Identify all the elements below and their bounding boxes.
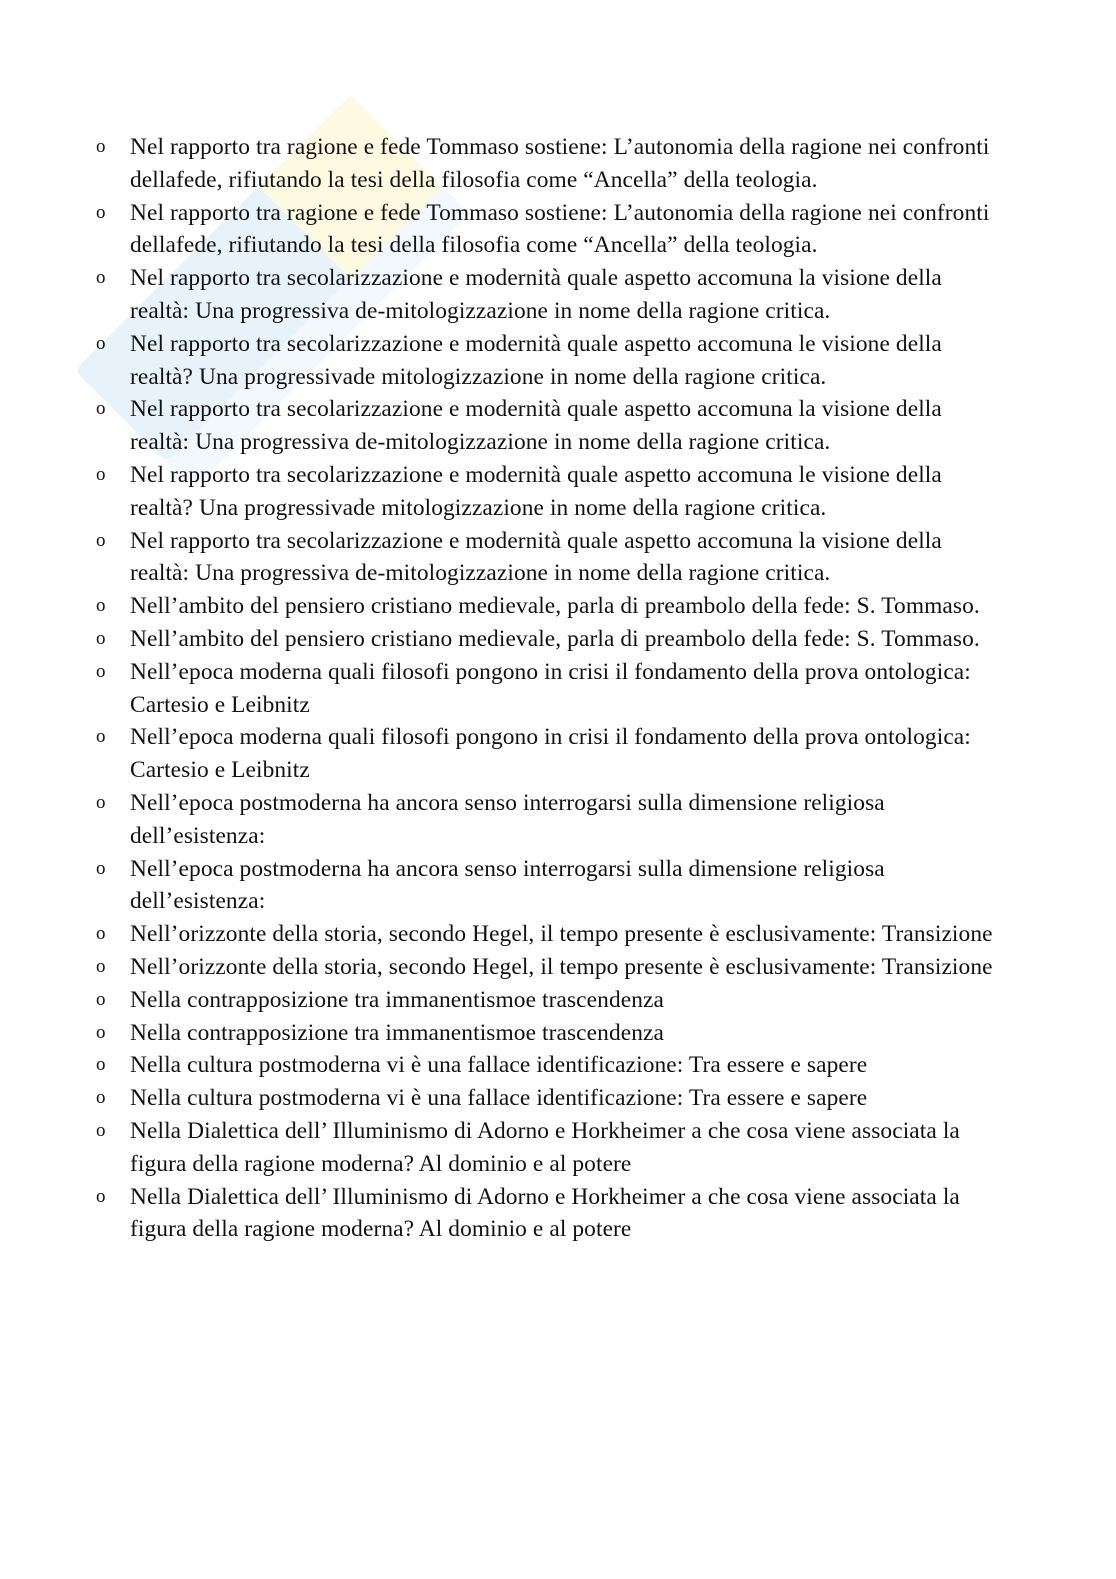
bullet-marker: o [96,923,106,945]
bullet-marker: o [96,1087,106,1109]
bullet-marker: o [96,955,106,977]
item-text: Nell’epoca postmoderna ha ancora senso interrogarsi sulla dimensione religiosa dell’esistenza: [130,789,885,849]
bullet-marker: o [96,627,106,649]
list-item [96,590,996,623]
bullet-marker: o [96,1185,106,1207]
bullet-marker: o [96,463,106,485]
list-item [96,1017,996,1050]
list-item [96,262,996,328]
item-text: Nel rapporto tra ragione e fede Tommaso sostiene: L’autonomia della ragione nei confronti dellafede, rifiutando la tesi della filosofia come “Ancella” della teologia. [130,199,990,259]
list-item [96,459,996,525]
bullet-marker: o [96,529,106,551]
bullet-marker: o [96,267,106,289]
list-item [96,984,996,1017]
list-item [96,623,996,656]
item-text: Nell’epoca moderna quali filosofi pongono in crisi il fondamento della prova ontologica: Cartesio e Leibnitz [130,724,971,784]
item-text: Nella cultura postmoderna vi è una fallace identificazione: Tra essere e sapere [130,1085,868,1112]
list-item [96,393,996,459]
item-text: Nella contrapposizione tra immanentismoe trascendenza [130,986,664,1013]
bullet-marker: o [96,136,106,157]
list-item [96,918,996,951]
item-text: Nell’orizzonte della storia, secondo Hegel, il tempo presente è esclusivamente: Transizione [130,921,993,948]
bullet-marker: o [96,660,106,682]
item-text: Nella cultura postmoderna vi è una fallace identificazione: Tra essere e sapere [130,1052,868,1079]
bullet-marker: o [96,791,106,813]
item-text: Nel rapporto tra ragione e fede Tommaso sostiene: L’autonomia della ragione nei confronti dellafede, rifiutando la tesi della filosofia come “Ancella” della teologia. [130,134,990,193]
bullet-marker: o [96,988,106,1010]
bullet-marker: o [96,595,106,617]
item-text: Nella Dialettica dell’ Illuminismo di Adorno e Horkheimer a che cosa viene associata la figura della ragione moderna? Al dominio e al potere [130,1183,960,1243]
list-item [96,1049,996,1082]
bullet-marker: o [96,398,106,420]
item-text: Nel rapporto tra secolarizzazione e modernità quale aspetto accomuna le visione della realtà? Una progressivade mitologizzazione in nome della ragione critica. [130,461,942,521]
item-text: Nella Dialettica dell’ Illuminismo di Adorno e Horkheimer a che cosa viene associata la figura della ragione moderna? Al dominio e al potere [130,1117,960,1177]
list-item [96,951,996,984]
list-item [96,721,996,787]
question-list [96,131,996,1246]
bullet-marker: o [96,1054,106,1076]
list-item [96,131,996,197]
list-item [96,853,996,919]
list-item [96,656,996,722]
item-text: Nell’ambito del pensiero cristiano medievale, parla di preambolo della fede: S. Tommaso. [130,593,980,620]
bullet-marker: o [96,1119,106,1141]
list-item [96,197,996,263]
item-text: Nel rapporto tra secolarizzazione e modernità quale aspetto accomuna la visione della realtà: Una progressiva de-mitologizzazione in nome della ragione critica. [130,265,942,324]
list-item [96,787,996,853]
list-item [96,328,996,394]
item-text: Nell’orizzonte della storia, secondo Hegel, il tempo presente è esclusivamente: Transizione [130,953,993,980]
bullet-marker: o [96,857,106,879]
bullet-marker: o [96,201,106,223]
bullet-marker: o [96,726,106,748]
item-text: Nell’epoca postmoderna ha ancora senso interrogarsi sulla dimensione religiosa dell’esistenza: [130,855,885,915]
item-text: Nell’ambito del pensiero cristiano medievale, parla di preambolo della fede: S. Tommaso. [130,625,980,652]
list-item [96,1115,996,1181]
item-text: Nel rapporto tra secolarizzazione e modernità quale aspetto accomuna le visione della realtà? Una progressivade mitologizzazione in nome della ragione critica. [130,330,942,390]
item-text: Nell’epoca moderna quali filosofi pongono in crisi il fondamento della prova ontologica: Cartesio e Leibnitz [130,658,971,718]
bullet-marker: o [96,1021,106,1043]
item-text: Nel rapporto tra secolarizzazione e modernità quale aspetto accomuna la visione della realtà: Una progressiva de-mitologizzazione in nome della ragione critica. [130,396,942,456]
item-text: Nel rapporto tra secolarizzazione e modernità quale aspetto accomuna la visione della realtà: Una progressiva de-mitologizzazione in nome della ragione critica. [130,527,942,587]
list-item [96,1082,996,1115]
list-item [96,1181,996,1247]
bullet-marker: o [96,332,106,354]
list-item [96,525,996,591]
item-text: Nella contrapposizione tra immanentismoe trascendenza [130,1019,664,1046]
